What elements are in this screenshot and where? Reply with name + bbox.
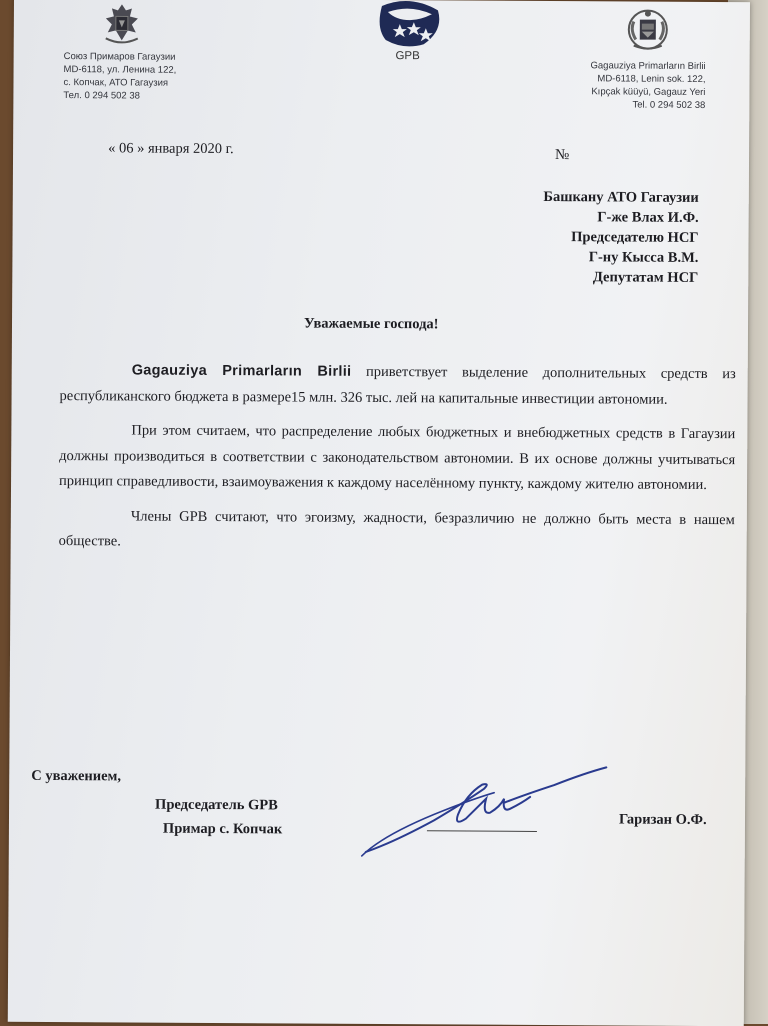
signatory-title-line: Председатель GPB	[155, 796, 278, 814]
paragraph-1	[59, 358, 735, 413]
date-open-quote: «	[108, 140, 116, 157]
letterhead-right-line: MD-6118, Lenin sok. 122,	[597, 73, 706, 85]
letterhead-right	[583, 59, 705, 112]
letter-body	[59, 358, 736, 568]
signatory-title-line: Примар с. Копчак	[162, 820, 283, 838]
letterhead-left-line: MD-6118, ул. Ленина 122,	[63, 64, 177, 76]
paragraph-1-text: приветствует выделение дополнительных средств из республиканского бюджета в размере15 млн. 326 тыс. лей на капитальные инвестиции автономии.	[59, 363, 736, 408]
paragraph-2: При этом считаем, что распределение любых бюджетных и внебюджетных средств в Гагаузии должны производиться в соответствии с законодательством автономии. В их основе должны учитываться принцип справедливости, взаимоуважения к каждому населённому пункту, каждому жителю автономии.	[59, 422, 736, 493]
letterhead-left-line: Тел. 0 294 502 38	[63, 90, 140, 102]
letter-page	[8, 0, 750, 1026]
letterhead-right-line: Kıpçak küüyü, Gagauz Yeri	[591, 86, 706, 98]
greeting: Уважаемые господа!	[303, 315, 439, 333]
closing-regards: С уважением,	[31, 767, 122, 785]
letterhead-left	[63, 50, 176, 103]
addressee-block	[543, 187, 699, 288]
letterhead-right-line: Tel. 0 294 502 38	[632, 99, 706, 111]
signatory-name: Гаризан О.Ф.	[618, 811, 707, 828]
addressee-line: Депутатам НСГ	[592, 269, 699, 286]
date-close-quote: »	[137, 140, 145, 157]
document-number-label: №	[555, 147, 570, 164]
organization-name: Gagauziya Primarların Birlii	[131, 362, 352, 380]
addressee-line: Г-же Влах И.Ф.	[597, 209, 699, 226]
date-day: 06	[118, 140, 134, 157]
addressee-line: Башкану АТО Гагаузии	[543, 188, 699, 206]
addressee-line: Председателю НСГ	[571, 229, 699, 246]
letterhead-left-line: Союз Примаров Гагаузии	[63, 51, 176, 63]
paragraph-3: Члены GPB считают, что эгоизму, жадности, безразличию не должно быть места в нашем обществе.	[58, 507, 735, 550]
logo-caption: GPB	[395, 50, 420, 63]
letterhead-left-line: с. Копчак, АТО Гагаузия	[63, 77, 169, 89]
gagauzia-coat-of-arms-icon	[626, 7, 670, 53]
letter-date	[108, 140, 234, 158]
date-month-year: января 2020 г.	[147, 140, 234, 158]
addressee-line: Г-ну Кысса В.М.	[588, 249, 699, 266]
letterhead-right-line: Gagauziya Primarların Birlii	[590, 60, 706, 72]
moldova-coat-of-arms-icon	[100, 0, 144, 46]
signatory-title	[155, 793, 283, 842]
gpb-logo-icon	[374, 0, 446, 50]
handwritten-signature	[354, 762, 615, 864]
